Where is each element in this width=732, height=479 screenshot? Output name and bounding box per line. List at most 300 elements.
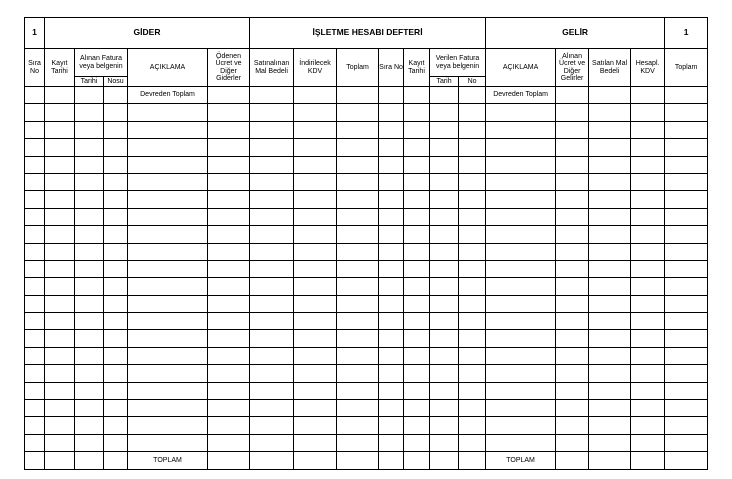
ledger-cell[interactable] — [430, 243, 459, 260]
ledger-cell[interactable] — [589, 278, 631, 295]
ledger-cell[interactable] — [486, 278, 556, 295]
ledger-cell[interactable] — [208, 452, 250, 470]
ledger-cell[interactable] — [665, 347, 708, 364]
ledger-cell[interactable] — [556, 330, 589, 347]
ledger-cell[interactable] — [250, 365, 294, 382]
ledger-cell[interactable] — [294, 382, 337, 399]
ledger-cell[interactable] — [459, 226, 486, 243]
ledger-cell[interactable] — [294, 260, 337, 277]
ledger-cell[interactable] — [128, 191, 208, 208]
ledger-cell[interactable] — [45, 347, 75, 364]
ledger-cell[interactable] — [631, 417, 665, 434]
ledger-cell[interactable] — [556, 243, 589, 260]
ledger-cell[interactable] — [459, 434, 486, 451]
ledger-cell[interactable] — [45, 156, 75, 173]
ledger-cell[interactable] — [208, 278, 250, 295]
ledger-cell[interactable] — [665, 295, 708, 312]
ledger-cell[interactable] — [104, 226, 128, 243]
ledger-cell[interactable] — [459, 156, 486, 173]
ledger-cell[interactable] — [589, 156, 631, 173]
ledger-cell[interactable] — [665, 243, 708, 260]
ledger-cell[interactable] — [665, 139, 708, 156]
ledger-cell[interactable] — [379, 104, 404, 121]
ledger-cell[interactable] — [294, 104, 337, 121]
ledger-cell[interactable] — [337, 330, 379, 347]
ledger-cell[interactable] — [459, 347, 486, 364]
ledger-cell[interactable] — [128, 400, 208, 417]
ledger-cell[interactable] — [75, 208, 104, 225]
ledger-cell[interactable] — [556, 121, 589, 138]
ledger-cell[interactable] — [75, 191, 104, 208]
ledger-cell[interactable] — [104, 104, 128, 121]
ledger-cell[interactable] — [430, 313, 459, 330]
ledger-cell[interactable] — [404, 278, 430, 295]
ledger-cell[interactable] — [294, 365, 337, 382]
ledger-cell[interactable] — [459, 173, 486, 190]
ledger-cell[interactable] — [631, 226, 665, 243]
ledger-cell[interactable] — [379, 330, 404, 347]
ledger-cell[interactable] — [486, 104, 556, 121]
ledger-cell[interactable] — [589, 243, 631, 260]
ledger-cell[interactable] — [459, 208, 486, 225]
ledger-cell[interactable] — [45, 121, 75, 138]
ledger-cell[interactable] — [104, 278, 128, 295]
ledger-cell[interactable] — [404, 191, 430, 208]
ledger-cell[interactable] — [208, 156, 250, 173]
ledger-cell[interactable] — [404, 208, 430, 225]
ledger-cell[interactable] — [556, 208, 589, 225]
ledger-cell[interactable] — [631, 400, 665, 417]
ledger-cell[interactable] — [208, 417, 250, 434]
ledger-cell[interactable] — [404, 156, 430, 173]
ledger-cell[interactable] — [404, 400, 430, 417]
ledger-cell[interactable] — [250, 104, 294, 121]
ledger-cell[interactable] — [75, 121, 104, 138]
ledger-cell[interactable] — [208, 347, 250, 364]
ledger-cell[interactable] — [589, 191, 631, 208]
ledger-cell[interactable] — [75, 347, 104, 364]
ledger-cell[interactable] — [486, 139, 556, 156]
ledger-cell[interactable] — [75, 313, 104, 330]
ledger-cell[interactable] — [379, 400, 404, 417]
ledger-cell[interactable] — [25, 191, 45, 208]
ledger-cell[interactable] — [665, 434, 708, 451]
ledger-cell[interactable] — [45, 452, 75, 470]
ledger-cell[interactable] — [665, 417, 708, 434]
ledger-cell[interactable] — [128, 121, 208, 138]
ledger-cell[interactable] — [459, 104, 486, 121]
ledger-cell[interactable] — [75, 278, 104, 295]
ledger-cell[interactable] — [404, 104, 430, 121]
ledger-cell[interactable] — [430, 434, 459, 451]
ledger-cell[interactable] — [631, 208, 665, 225]
ledger-cell[interactable] — [486, 417, 556, 434]
ledger-cell[interactable] — [128, 156, 208, 173]
ledger-cell[interactable] — [430, 208, 459, 225]
ledger-cell[interactable] — [404, 382, 430, 399]
ledger-cell[interactable] — [589, 260, 631, 277]
ledger-cell[interactable] — [104, 382, 128, 399]
ledger-cell[interactable] — [589, 330, 631, 347]
ledger-cell[interactable] — [379, 417, 404, 434]
ledger-cell[interactable] — [486, 208, 556, 225]
ledger-cell[interactable] — [379, 260, 404, 277]
ledger-cell[interactable] — [250, 434, 294, 451]
ledger-cell[interactable] — [208, 243, 250, 260]
ledger-cell[interactable] — [589, 347, 631, 364]
ledger-cell[interactable] — [104, 208, 128, 225]
ledger-cell[interactable] — [128, 347, 208, 364]
ledger-cell[interactable] — [556, 104, 589, 121]
ledger-cell[interactable] — [208, 434, 250, 451]
ledger-cell[interactable] — [104, 173, 128, 190]
ledger-cell[interactable] — [459, 121, 486, 138]
ledger-cell[interactable] — [25, 260, 45, 277]
ledger-cell[interactable] — [294, 208, 337, 225]
ledger-cell[interactable] — [250, 191, 294, 208]
ledger-cell[interactable] — [486, 173, 556, 190]
ledger-cell[interactable] — [486, 156, 556, 173]
ledger-cell[interactable] — [665, 330, 708, 347]
ledger-cell[interactable] — [459, 243, 486, 260]
ledger-cell[interactable] — [104, 400, 128, 417]
ledger-cell[interactable] — [404, 434, 430, 451]
ledger-cell[interactable] — [45, 295, 75, 312]
ledger-cell[interactable] — [404, 347, 430, 364]
ledger-cell[interactable] — [589, 365, 631, 382]
ledger-cell[interactable] — [208, 87, 250, 104]
ledger-cell[interactable] — [337, 400, 379, 417]
ledger-cell[interactable] — [25, 243, 45, 260]
ledger-cell[interactable] — [379, 139, 404, 156]
ledger-cell[interactable] — [75, 243, 104, 260]
ledger-cell[interactable] — [379, 365, 404, 382]
ledger-cell[interactable] — [430, 330, 459, 347]
ledger-cell[interactable] — [25, 400, 45, 417]
ledger-cell[interactable] — [25, 365, 45, 382]
ledger-cell[interactable] — [665, 382, 708, 399]
ledger-cell[interactable] — [75, 330, 104, 347]
ledger-cell[interactable] — [459, 452, 486, 470]
ledger-cell[interactable] — [128, 278, 208, 295]
ledger-cell[interactable] — [208, 382, 250, 399]
ledger-cell[interactable] — [556, 313, 589, 330]
ledger-cell[interactable] — [250, 452, 294, 470]
ledger-cell[interactable] — [631, 365, 665, 382]
ledger-cell[interactable] — [104, 87, 128, 104]
ledger-cell[interactable] — [631, 382, 665, 399]
ledger-cell[interactable] — [208, 330, 250, 347]
ledger-cell[interactable] — [665, 208, 708, 225]
ledger-cell[interactable] — [589, 87, 631, 104]
ledger-cell[interactable] — [631, 295, 665, 312]
ledger-cell[interactable] — [128, 208, 208, 225]
ledger-cell[interactable] — [430, 295, 459, 312]
ledger-cell[interactable] — [294, 121, 337, 138]
ledger-cell[interactable] — [589, 434, 631, 451]
ledger-cell[interactable] — [75, 382, 104, 399]
ledger-cell[interactable] — [75, 139, 104, 156]
ledger-cell[interactable] — [104, 313, 128, 330]
ledger-cell[interactable] — [25, 313, 45, 330]
ledger-cell[interactable] — [337, 173, 379, 190]
ledger-cell[interactable] — [631, 278, 665, 295]
ledger-cell[interactable] — [104, 156, 128, 173]
ledger-cell[interactable] — [208, 208, 250, 225]
ledger-cell[interactable] — [25, 156, 45, 173]
ledger-cell[interactable] — [45, 243, 75, 260]
ledger-cell[interactable] — [631, 434, 665, 451]
ledger-cell[interactable] — [556, 87, 589, 104]
ledger-cell[interactable] — [631, 243, 665, 260]
ledger-cell[interactable] — [337, 104, 379, 121]
ledger-cell[interactable] — [337, 243, 379, 260]
ledger-cell[interactable] — [430, 104, 459, 121]
ledger-cell[interactable] — [589, 208, 631, 225]
ledger-cell[interactable] — [25, 347, 45, 364]
ledger-cell[interactable] — [250, 260, 294, 277]
ledger-cell[interactable] — [379, 87, 404, 104]
ledger-cell[interactable] — [404, 295, 430, 312]
ledger-cell[interactable] — [486, 365, 556, 382]
ledger-cell[interactable] — [128, 226, 208, 243]
ledger-cell[interactable] — [45, 278, 75, 295]
ledger-cell[interactable] — [250, 243, 294, 260]
ledger-cell[interactable] — [589, 121, 631, 138]
ledger-cell[interactable] — [75, 295, 104, 312]
ledger-cell[interactable] — [486, 400, 556, 417]
ledger-cell[interactable] — [128, 313, 208, 330]
ledger-cell[interactable] — [250, 313, 294, 330]
ledger-cell[interactable] — [294, 347, 337, 364]
ledger-cell[interactable] — [128, 382, 208, 399]
ledger-cell[interactable] — [25, 278, 45, 295]
ledger-cell[interactable] — [294, 452, 337, 470]
ledger-cell[interactable] — [556, 278, 589, 295]
ledger-cell[interactable] — [589, 313, 631, 330]
ledger-cell[interactable] — [294, 278, 337, 295]
ledger-cell[interactable] — [556, 156, 589, 173]
ledger-cell[interactable] — [25, 434, 45, 451]
ledger-cell[interactable] — [379, 278, 404, 295]
ledger-cell[interactable] — [250, 226, 294, 243]
ledger-cell[interactable] — [631, 330, 665, 347]
ledger-cell[interactable] — [631, 347, 665, 364]
ledger-cell[interactable] — [337, 191, 379, 208]
ledger-cell[interactable] — [459, 365, 486, 382]
ledger-cell[interactable] — [556, 434, 589, 451]
ledger-cell[interactable] — [459, 417, 486, 434]
ledger-cell[interactable] — [589, 417, 631, 434]
ledger-cell[interactable] — [404, 121, 430, 138]
ledger-cell[interactable] — [486, 295, 556, 312]
ledger-cell[interactable] — [45, 208, 75, 225]
ledger-cell[interactable] — [75, 104, 104, 121]
ledger-cell[interactable] — [430, 121, 459, 138]
ledger-cell[interactable] — [631, 313, 665, 330]
ledger-cell[interactable] — [45, 400, 75, 417]
ledger-cell[interactable] — [665, 313, 708, 330]
ledger-cell[interactable] — [379, 208, 404, 225]
ledger-cell[interactable] — [430, 260, 459, 277]
ledger-cell[interactable] — [556, 417, 589, 434]
ledger-cell[interactable] — [665, 260, 708, 277]
ledger-cell[interactable] — [459, 87, 486, 104]
ledger-cell[interactable] — [337, 260, 379, 277]
ledger-cell[interactable] — [665, 87, 708, 104]
ledger-cell[interactable] — [556, 191, 589, 208]
ledger-cell[interactable] — [208, 121, 250, 138]
ledger-cell[interactable] — [45, 417, 75, 434]
ledger-cell[interactable] — [337, 452, 379, 470]
ledger-cell[interactable] — [75, 156, 104, 173]
ledger-cell[interactable] — [45, 139, 75, 156]
ledger-cell[interactable] — [75, 226, 104, 243]
ledger-cell[interactable] — [556, 400, 589, 417]
ledger-cell[interactable] — [486, 382, 556, 399]
ledger-cell[interactable] — [430, 400, 459, 417]
ledger-cell[interactable] — [75, 452, 104, 470]
ledger-cell[interactable] — [404, 313, 430, 330]
ledger-cell[interactable] — [128, 243, 208, 260]
ledger-cell[interactable] — [589, 104, 631, 121]
ledger-cell[interactable] — [25, 452, 45, 470]
ledger-cell[interactable] — [104, 243, 128, 260]
ledger-cell[interactable] — [337, 87, 379, 104]
ledger-cell[interactable] — [430, 382, 459, 399]
ledger-cell[interactable] — [250, 347, 294, 364]
ledger-cell[interactable] — [631, 156, 665, 173]
ledger-cell[interactable] — [45, 313, 75, 330]
ledger-cell[interactable] — [379, 313, 404, 330]
ledger-cell[interactable] — [459, 400, 486, 417]
ledger-cell[interactable] — [556, 365, 589, 382]
ledger-cell[interactable] — [208, 104, 250, 121]
ledger-cell[interactable] — [486, 313, 556, 330]
ledger-cell[interactable] — [430, 139, 459, 156]
ledger-cell[interactable] — [486, 226, 556, 243]
ledger-cell[interactable] — [665, 452, 708, 470]
ledger-cell[interactable] — [430, 87, 459, 104]
ledger-cell[interactable] — [665, 191, 708, 208]
ledger-cell[interactable] — [556, 260, 589, 277]
ledger-cell[interactable] — [486, 330, 556, 347]
ledger-cell[interactable] — [250, 173, 294, 190]
ledger-cell[interactable] — [556, 452, 589, 470]
ledger-cell[interactable] — [25, 382, 45, 399]
ledger-cell[interactable] — [589, 382, 631, 399]
ledger-cell[interactable] — [104, 452, 128, 470]
ledger-cell[interactable] — [337, 156, 379, 173]
ledger-cell[interactable] — [25, 295, 45, 312]
ledger-cell[interactable] — [379, 382, 404, 399]
ledger-cell[interactable] — [486, 260, 556, 277]
ledger-cell[interactable] — [250, 139, 294, 156]
ledger-cell[interactable] — [25, 417, 45, 434]
ledger-cell[interactable] — [75, 434, 104, 451]
ledger-cell[interactable] — [430, 365, 459, 382]
ledger-cell[interactable] — [45, 365, 75, 382]
ledger-cell[interactable] — [75, 87, 104, 104]
ledger-cell[interactable] — [589, 173, 631, 190]
ledger-cell[interactable] — [379, 243, 404, 260]
ledger-cell[interactable] — [208, 226, 250, 243]
ledger-cell[interactable] — [25, 104, 45, 121]
ledger-cell[interactable] — [45, 191, 75, 208]
ledger-cell[interactable] — [75, 260, 104, 277]
ledger-cell[interactable] — [128, 365, 208, 382]
ledger-cell[interactable] — [208, 365, 250, 382]
ledger-cell[interactable] — [430, 226, 459, 243]
ledger-cell[interactable] — [337, 121, 379, 138]
ledger-cell[interactable] — [337, 278, 379, 295]
ledger-cell[interactable] — [104, 417, 128, 434]
ledger-cell[interactable] — [208, 400, 250, 417]
ledger-cell[interactable] — [556, 347, 589, 364]
ledger-cell[interactable] — [589, 452, 631, 470]
ledger-cell[interactable] — [208, 295, 250, 312]
ledger-cell[interactable] — [459, 313, 486, 330]
ledger-cell[interactable] — [45, 382, 75, 399]
ledger-cell[interactable] — [337, 208, 379, 225]
ledger-cell[interactable] — [294, 313, 337, 330]
ledger-cell[interactable] — [404, 226, 430, 243]
ledger-cell[interactable] — [25, 226, 45, 243]
ledger-cell[interactable] — [250, 330, 294, 347]
ledger-cell[interactable] — [556, 139, 589, 156]
ledger-cell[interactable] — [589, 400, 631, 417]
ledger-cell[interactable] — [250, 156, 294, 173]
ledger-cell[interactable] — [128, 139, 208, 156]
ledger-cell[interactable] — [128, 330, 208, 347]
ledger-cell[interactable] — [556, 226, 589, 243]
ledger-cell[interactable] — [294, 139, 337, 156]
ledger-cell[interactable] — [430, 156, 459, 173]
ledger-cell[interactable] — [486, 121, 556, 138]
ledger-cell[interactable] — [404, 330, 430, 347]
ledger-cell[interactable] — [75, 417, 104, 434]
ledger-cell[interactable] — [104, 121, 128, 138]
ledger-cell[interactable] — [25, 121, 45, 138]
ledger-cell[interactable] — [208, 173, 250, 190]
ledger-cell[interactable] — [404, 260, 430, 277]
ledger-cell[interactable] — [250, 417, 294, 434]
ledger-cell[interactable] — [250, 295, 294, 312]
ledger-cell[interactable] — [337, 295, 379, 312]
ledger-cell[interactable] — [665, 365, 708, 382]
ledger-cell[interactable] — [459, 191, 486, 208]
ledger-cell[interactable] — [250, 382, 294, 399]
ledger-cell[interactable] — [379, 452, 404, 470]
ledger-cell[interactable] — [45, 173, 75, 190]
ledger-cell[interactable] — [379, 173, 404, 190]
ledger-cell[interactable] — [379, 295, 404, 312]
ledger-cell[interactable] — [631, 452, 665, 470]
ledger-cell[interactable] — [665, 173, 708, 190]
ledger-cell[interactable] — [665, 104, 708, 121]
ledger-cell[interactable] — [486, 243, 556, 260]
ledger-cell[interactable] — [430, 417, 459, 434]
ledger-cell[interactable] — [45, 226, 75, 243]
ledger-cell[interactable] — [631, 191, 665, 208]
ledger-cell[interactable] — [250, 121, 294, 138]
ledger-cell[interactable] — [45, 104, 75, 121]
ledger-cell[interactable] — [294, 173, 337, 190]
ledger-cell[interactable] — [337, 434, 379, 451]
ledger-cell[interactable] — [631, 121, 665, 138]
ledger-cell[interactable] — [459, 278, 486, 295]
ledger-cell[interactable] — [379, 121, 404, 138]
